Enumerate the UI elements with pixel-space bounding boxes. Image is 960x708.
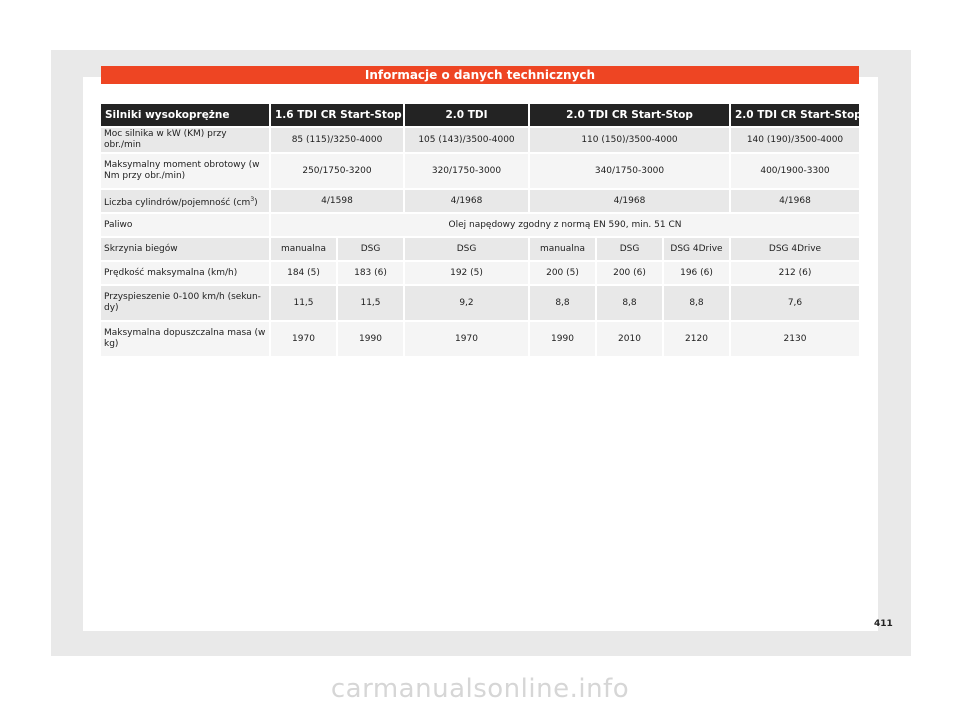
- table-cell: 7,6: [729, 286, 859, 320]
- table-row-acceleration: [101, 286, 859, 320]
- table-cell: 11,5: [269, 286, 336, 320]
- table-cell: 4/1968: [403, 190, 528, 212]
- table-cell: DSG: [595, 238, 662, 260]
- table-cell: 105 (143)/3500-4000: [403, 128, 528, 152]
- table-cell: 140 (190)/3500-4000: [729, 128, 859, 152]
- row-label: Przyspieszenie 0-100 km/h (sekun-dy): [101, 286, 269, 320]
- table-cell: 192 (5): [403, 262, 528, 284]
- table-cell: 320/1750-3000: [403, 154, 528, 188]
- table-cell: DSG: [336, 238, 403, 260]
- table-cell: 340/1750-3000: [528, 154, 729, 188]
- row-label: [101, 190, 269, 212]
- header-engine-3: 2.0 TDI CR Start-Stop: [528, 104, 729, 126]
- header-engine-type: Silniki wysokoprężne: [101, 104, 269, 126]
- table-cell: 183 (6): [336, 262, 403, 284]
- table-cell: 2130: [729, 322, 859, 356]
- superscript: 3: [250, 195, 255, 203]
- table-cell: 1990: [336, 322, 403, 356]
- watermark-text: carmanualsonline.info: [330, 674, 630, 704]
- table-cell: 4/1968: [528, 190, 729, 212]
- row-label-close: ): [254, 197, 258, 208]
- table-cell: 184 (5): [269, 262, 336, 284]
- table-cell: 400/1900-3300: [729, 154, 859, 188]
- header-engine-4: 2.0 TDI CR Start-Stop: [729, 104, 859, 126]
- table-cell: 85 (115)/3250-4000: [269, 128, 403, 152]
- table-cell: 4/1598: [269, 190, 403, 212]
- table-cell: 200 (6): [595, 262, 662, 284]
- table-cell: 9,2: [403, 286, 528, 320]
- table-header-row: [101, 104, 859, 126]
- table-cell: 8,8: [662, 286, 729, 320]
- row-label: Moc silnika w kW (KM) przy obr./min: [101, 128, 269, 152]
- table-cell: 1990: [528, 322, 595, 356]
- row-label: Maksymalna dopuszczalna masa (w kg): [101, 322, 269, 356]
- table-cell: Olej napędowy zgodny z normą EN 590, min. 51 CN: [269, 214, 859, 236]
- table-cell: 2010: [595, 322, 662, 356]
- table-cell: DSG 4Drive: [729, 238, 859, 260]
- page-number: 411: [874, 619, 893, 629]
- table-cell: DSG: [403, 238, 528, 260]
- table-cell: 2120: [662, 322, 729, 356]
- table-row-fuel: [101, 214, 859, 236]
- table-cell: 212 (6): [729, 262, 859, 284]
- table-cell: 250/1750-3200: [269, 154, 403, 188]
- table-row-power: [101, 128, 859, 152]
- table-row-gearbox: [101, 238, 859, 260]
- row-label: Skrzynia biegów: [101, 238, 269, 260]
- row-label-text: Liczba cylindrów/pojemność (cm: [104, 197, 251, 208]
- table-cell: manualna: [269, 238, 336, 260]
- table-cell: 4/1968: [729, 190, 859, 212]
- header-engine-2: 2.0 TDI: [403, 104, 528, 126]
- section-title: Informacje o danych technicznych: [101, 66, 859, 84]
- row-label: Paliwo: [101, 214, 269, 236]
- table-row-speed: [101, 262, 859, 284]
- table-cell: 200 (5): [528, 262, 595, 284]
- table-cell: 8,8: [595, 286, 662, 320]
- table-row-cylinders: [101, 190, 859, 212]
- table-cell: 196 (6): [662, 262, 729, 284]
- table-cell: 1970: [403, 322, 528, 356]
- table-row-torque: [101, 154, 859, 188]
- technical-data-table: [101, 102, 862, 358]
- table-cell: 11,5: [336, 286, 403, 320]
- table-cell: DSG 4Drive: [662, 238, 729, 260]
- table-row-mass: [101, 322, 859, 356]
- table-cell: 110 (150)/3500-4000: [528, 128, 729, 152]
- row-label: Maksymalny moment obrotowy (w Nm przy obr./min): [101, 154, 269, 188]
- row-label: Prędkość maksymalna (km/h): [101, 262, 269, 284]
- header-engine-1: 1.6 TDI CR Start-Stop: [269, 104, 403, 126]
- table-cell: manualna: [528, 238, 595, 260]
- table-cell: 1970: [269, 322, 336, 356]
- table-cell: 8,8: [528, 286, 595, 320]
